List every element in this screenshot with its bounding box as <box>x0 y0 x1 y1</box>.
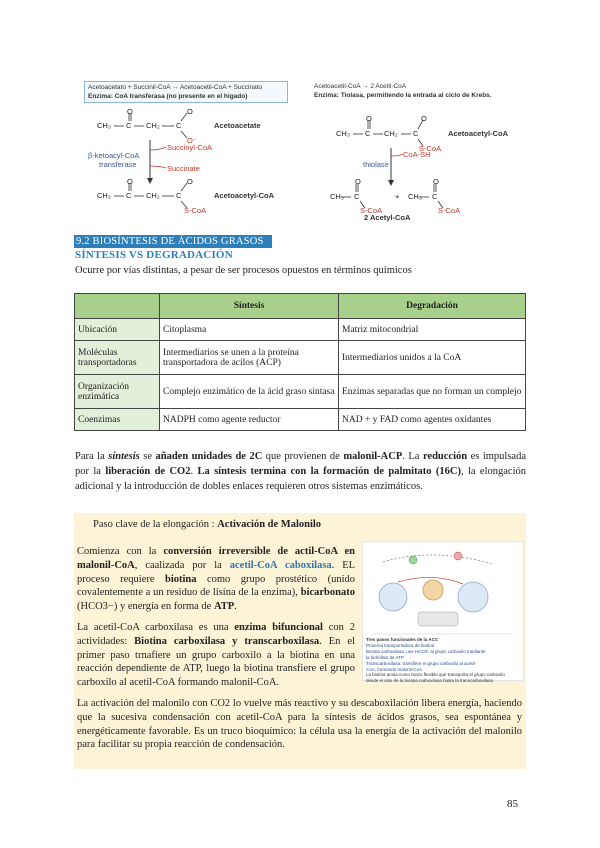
right-bottom-c-a: C <box>354 192 360 201</box>
text-run: Para la <box>75 451 109 462</box>
left-top-ch3: CH₃ <box>97 121 111 130</box>
synthesis-paragraph <box>75 449 526 494</box>
acc-figure-line: Transcarboxilasa: transfiere el grupo carboxilo al acetil- <box>366 661 477 666</box>
text-run: Comienza con la <box>77 546 164 557</box>
right-top-c2: C <box>413 129 419 138</box>
right-bottom-o-a: O <box>355 177 361 186</box>
right-bottom-plus: + <box>395 192 400 201</box>
box-paragraph-1 <box>77 545 355 614</box>
bold-run: Biotina carboxilasa y transcarboxilasa <box>134 635 320 647</box>
bold-run: enzima bifuncional <box>234 622 323 633</box>
figure-right-structures <box>311 104 526 224</box>
section-subheading: SÍNTESIS VS DEGRADACIÓN <box>75 249 233 261</box>
bold-run: malonil-ACP <box>343 451 403 462</box>
table-cell: NAD + y FAD como agentes oxidantes <box>339 409 526 431</box>
right-top-coa: S-CoA <box>419 144 442 153</box>
bold-run: bicarbonato <box>300 587 355 599</box>
acc-figure-line: La biotina actúa como brazo flexible que transporta el grupo carboxilo <box>366 672 505 677</box>
left-top-ch2: CH₂ <box>146 121 160 130</box>
table-row <box>75 375 526 409</box>
figure-left-caption-line2: Enzima: CoA transferasa (no presente en el hígado) <box>88 93 248 100</box>
text-run: es impulsada por la <box>75 451 526 477</box>
acc-figure-line: CoA, formando malonil-CoA <box>366 667 423 672</box>
acc-figure-title: Tres pasos funcionales de la ACC <box>366 637 439 642</box>
bold-run: síntesis <box>108 451 140 462</box>
right-top-ch3: CH₃ <box>336 129 350 138</box>
left-enzyme-line2: transferase <box>99 160 137 169</box>
left-bottom-ch3: CH₃ <box>97 191 111 200</box>
text-run: con 2 actividades: <box>77 622 355 647</box>
left-enzyme-line1: β-ketoacyl-CoA <box>88 151 140 160</box>
left-top-c: C <box>126 121 132 130</box>
right-top-c: C <box>365 129 371 138</box>
right-label-top: Acetoacetyl-CoA <box>448 129 509 138</box>
table-cell: Intermediarios unidos a la CoA <box>339 341 526 375</box>
right-bottom-ch3-a: CH₃ <box>330 192 344 201</box>
left-top-o-minus: O⁻ <box>187 136 197 145</box>
table-row-header: Coenzimas <box>75 409 160 431</box>
text-run: . EL proceso requiere <box>77 559 356 585</box>
right-label-bottom: 2 Acetyl-CoA <box>364 213 411 222</box>
acc-figure-line: desde el sitio de la biotina carboxilasa hasta la transcarboxilasa <box>366 678 493 683</box>
right-enzyme: thiolase <box>363 160 389 169</box>
text-run: como grupo prostético (unido covalentemente a un residuo de lisina de la enzima), <box>77 573 355 599</box>
right-substrate: CoA-SH <box>403 150 431 159</box>
bold-run: reducción <box>422 451 468 462</box>
table-cell: Citoplasma <box>160 319 339 341</box>
left-top-c2: C <box>176 121 182 130</box>
text-run: . La <box>402 451 423 462</box>
text-run: . <box>234 601 237 613</box>
figure-left-caption-line1: Acetoacetato + Succinil-CoA → Acetoacetil-CoA + Succinato <box>88 84 263 91</box>
bold-run: ATP <box>213 601 235 613</box>
acc-mechanism-drawing <box>363 542 523 642</box>
left-bottom-coa: S-CoA <box>184 206 207 215</box>
figure-right-caption-line1: Acetoacetil-CoA → 2 Acetil-CoA <box>314 83 407 90</box>
acc-figure-line: Biotina carboxilasa: une HCO3- al grupo carboxilo mediante <box>366 649 486 654</box>
table-header-row <box>75 294 526 319</box>
table-cell: Enzimas separadas que no forman un complejo <box>339 375 526 409</box>
table-row <box>75 319 526 341</box>
text-run: . En el primer paso trnafiere un grupo carboxilo a la biotina en una reacción dependiente de ATP, luego la biotina transfiere el grupo carboxilo al acetil-CoA formando malonil-CoA. <box>77 635 355 689</box>
text-run: . <box>190 466 198 477</box>
text-run: se <box>139 451 156 462</box>
right-bottom-c-b: C <box>432 192 438 201</box>
box-title <box>93 519 321 530</box>
left-product: Succinate <box>167 164 200 173</box>
page-number: 85 <box>507 798 518 810</box>
text-run: , la elongación adicional y la introducción de dobles enlaces requieren otros sistemas enzimáticos. <box>75 466 526 492</box>
acc-figure-line: la hidrólisis de ATP <box>366 655 404 660</box>
right-top-o: O <box>366 114 372 123</box>
acc-mechanism-figure <box>362 541 524 681</box>
table-cell: Intermediarios se unen a la proteína transportadora de acilos (ACP) <box>160 341 339 375</box>
table-header-cell: Degradación <box>339 294 526 319</box>
table-row-header: Organización enzimática <box>75 375 160 409</box>
left-top-o2: O <box>187 107 193 116</box>
section-heading: 9.2 BIOSÍNTESIS DE ÁCIDOS GRASOS <box>74 235 272 248</box>
figure-left-caption <box>84 81 288 103</box>
right-bottom-o-b: O <box>433 177 439 186</box>
right-bottom-coa-a: S-CoA <box>360 206 383 215</box>
box-paragraph-3: La activación del malonilo con CO2 lo vuelve más reactivo y su descaboxilación libera energía, haciendo que la sucesiva condensación con acetil-CoA para la síntesis de ácidos grasos, sea espontánea y energéticamente favorable. Es un truco bioquímico: la célula usa la energía de la activación del malonilo para facilitar su propia reacción de condensación. <box>77 698 522 751</box>
table-header-cell: Síntesis <box>160 294 339 319</box>
bold-run: añaden unidades de 2C <box>155 451 263 462</box>
right-top-ch2: CH₂ <box>384 129 398 138</box>
bold-run: liberación de CO2 <box>105 466 191 477</box>
right-bottom-coa-b: S-CoA <box>438 206 461 215</box>
box-paragraph-2 <box>77 621 355 690</box>
table-cell: Matriz mitocondrial <box>339 319 526 341</box>
left-label-bottom: Acetoacetyl-CoA <box>214 191 275 200</box>
figure-right-caption-line2: Enzima: Tiolasa, permitiendo la entrada al ciclo de Krebs. <box>314 92 492 99</box>
right-top-o2: O <box>421 114 427 123</box>
bold-run: biotina <box>164 573 197 585</box>
left-top-o: O <box>127 107 133 116</box>
table-row-header: Ubicación <box>75 319 160 341</box>
text-run: que provienen de <box>262 451 344 462</box>
bold-run: conversión irreversible de actil-CoA en malonil-CoA <box>77 546 355 571</box>
bold-run: La síntesis termina con la formación de palmitato (16C) <box>197 466 461 477</box>
left-bottom-ch2: CH₂ <box>146 191 160 200</box>
table-row-header: Moléculas transportadoras <box>75 341 160 375</box>
enzyme-highlight: acetil-CoA caboxilasa <box>229 559 332 571</box>
table-cell: NADPH como agente reductor <box>160 409 339 431</box>
table-header-cell <box>75 294 160 319</box>
acc-figure-line: Proteína transportadora de biotina <box>366 643 435 648</box>
left-substrate: Succinyl-CoA <box>167 143 213 152</box>
table-row <box>75 409 526 431</box>
table-cell: Complejo enzimático de la ácid graso sintasa <box>160 375 339 409</box>
comparison-table <box>74 293 526 431</box>
text-run: (HCO3−) y energía en forma de <box>77 601 214 613</box>
table-row <box>75 341 526 375</box>
text-run: , caalizada por la <box>134 559 230 571</box>
left-label-top: Acetoacetate <box>214 121 261 130</box>
right-bottom-ch3-b: CH₃ <box>408 192 422 201</box>
left-bottom-c2: C <box>176 191 182 200</box>
text-run: La acetil-CoA carboxilasa es una <box>77 622 235 633</box>
section-intro: Ocurre por vías distintas, a pesar de ser procesos opuestos en términos químicos <box>75 265 412 276</box>
box-title-bold: Activación de Malonilo <box>217 519 322 530</box>
left-bottom-o: O <box>127 177 133 186</box>
left-bottom-c: C <box>126 191 132 200</box>
left-bottom-o2: O <box>187 177 193 186</box>
figure-right-caption <box>311 81 521 103</box>
box-title-prefix: Paso clave de la elongación : <box>93 519 218 530</box>
